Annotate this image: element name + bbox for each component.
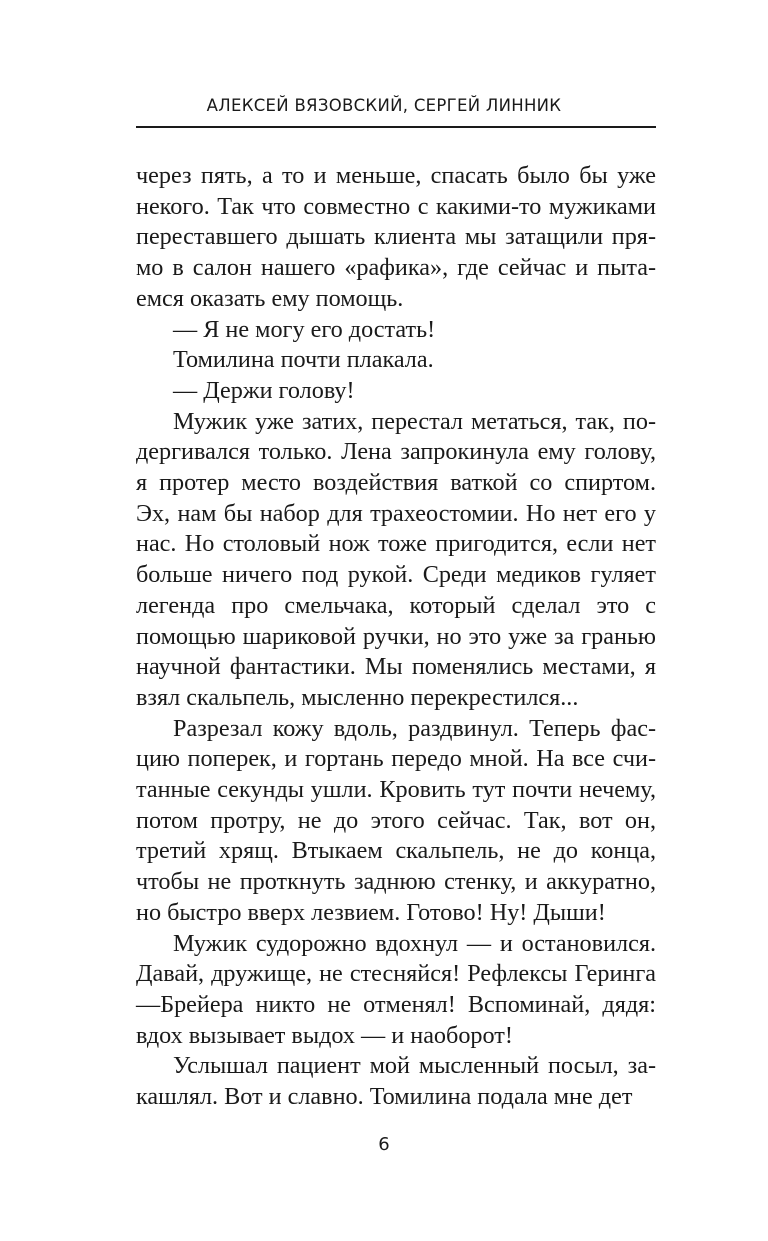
paragraph-2: — Я не могу его достать! xyxy=(173,315,436,343)
body-text xyxy=(136,161,656,1113)
paragraph-6: Разрезал кожу вдоль, раздвинул. Теперь фасцию поперек, и гортань передо мной. На все считанные секунды ушли. Кровить тут почти нечему, потом протру, не до этого сейчас. Так, вот он, третий хрящ. Втыкаем скальпель, не до конца, чтобы не проткнуть заднюю стенку, и аккуратно, но быстро вверх лезвием. Готово! Ну! Дыши! xyxy=(136,714,656,926)
paragraph-1: через пять, а то и меньше, спасать было бы уже некого. Так что совместно с какими-то мужиками переставшего дышать клиента мы затащили прямо в салон нашего «рафика», где сейчас и пытаемся оказать ему помощь. xyxy=(136,162,656,312)
header-rule xyxy=(136,126,656,128)
paragraph-3: Томилина почти плакала. xyxy=(173,346,434,374)
paragraph-5: Мужик уже затих, перестал метаться, так, подергивался только. Лена запрокинула ему голову, я протер место воздействия ваткой со спиртом. Эх, нам бы набор для трахеостомии. Но нет его у нас. Но столовый нож тоже пригодится, если нет больше ничего под рукой. Среди медиков гуляет легенда про смельчака, который сделал это с помощью шариковой ручки, но это уже за гранью научной фантастики. Мы поменялись местами, я взял скальпель, мысленно перекрестился... xyxy=(136,407,656,711)
paragraph-8: Услышал пациент мой мысленный посыл, закашлял. Вот и славно. Томилина подала мне дет xyxy=(136,1052,656,1111)
page-number: 6 xyxy=(378,1134,390,1155)
running-head: АЛЕКСЕЙ ВЯЗОВСКИЙ, СЕРГЕЙ ЛИННИК xyxy=(206,96,562,115)
paragraph-4: — Держи голову! xyxy=(173,376,355,404)
paragraph-7: Мужик судорожно вдохнул — и остановился. Давай, дружище, не стесняйся! Рефлексы Геринга—Брейера никто не отменял! Вспоминай, дядя: вдох вызывает выдох — и наоборот! xyxy=(136,929,656,1049)
